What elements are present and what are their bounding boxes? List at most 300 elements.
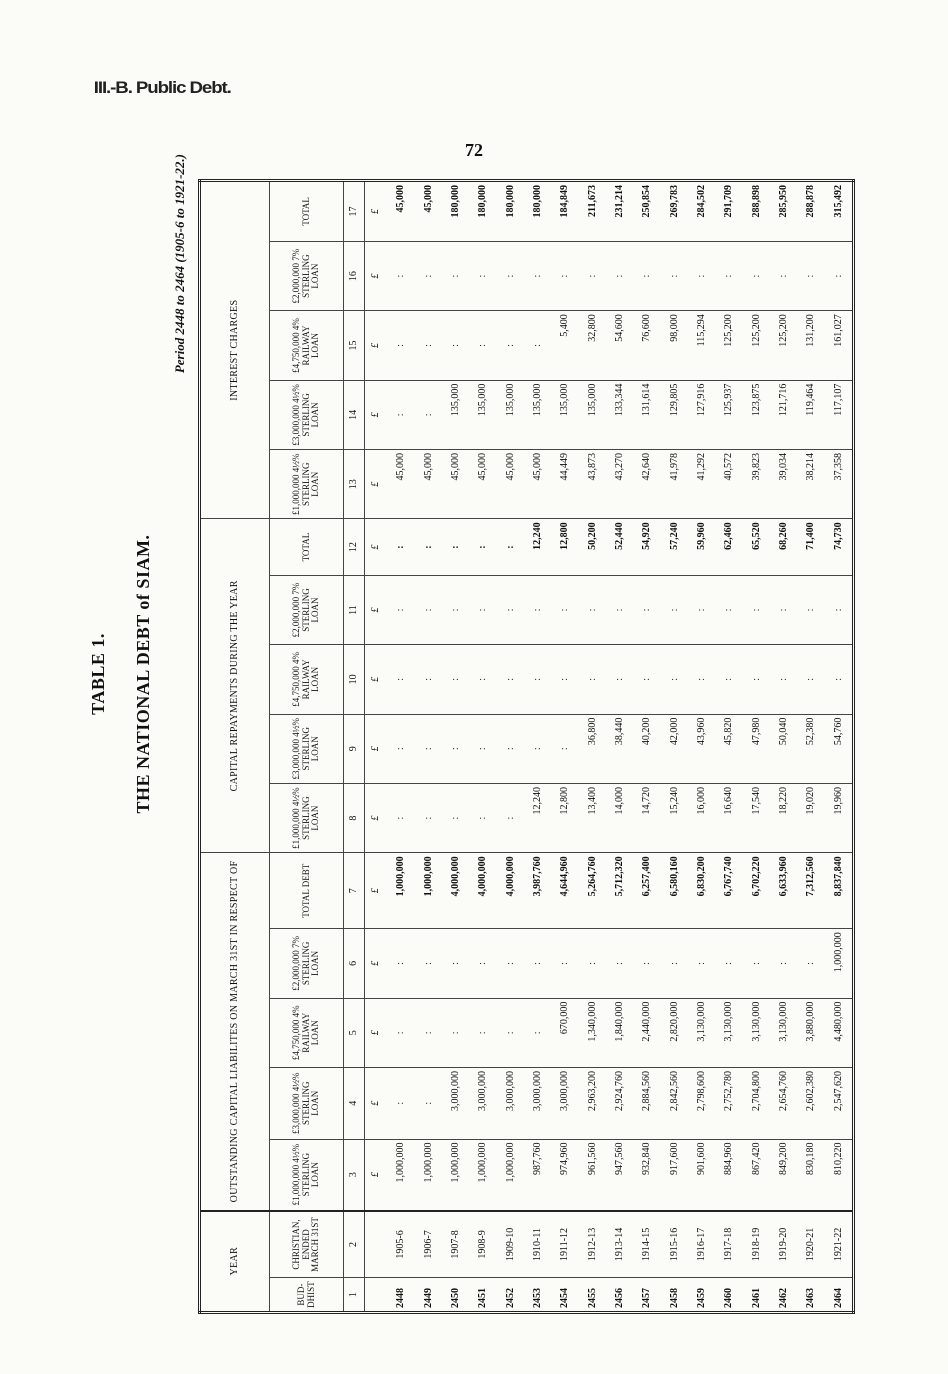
cell-3: 901,600 — [688, 1139, 715, 1211]
cell-17: 231,214 — [606, 181, 633, 242]
cell-15: : — [496, 311, 523, 380]
cell-11: : — [742, 575, 769, 644]
cell-2: 1911-12 — [551, 1211, 578, 1278]
table-header — [200, 181, 388, 1313]
cell-1: 2457 — [633, 1278, 660, 1313]
cell-12: 12,240 — [524, 519, 551, 575]
cell-11: : — [797, 575, 824, 644]
cell-3: 884,960 — [715, 1139, 742, 1211]
cell-15: 115,294 — [688, 311, 715, 380]
cell-6: : — [442, 929, 469, 998]
cell-12: 59,960 — [688, 519, 715, 575]
column-number-11: 11 — [344, 575, 365, 644]
cell-4: 3,000,000 — [551, 1067, 578, 1139]
column-number-3: 3 — [344, 1139, 365, 1211]
cell-15: 125,200 — [742, 311, 769, 380]
cell-3: 1,000,000 — [469, 1139, 496, 1211]
cell-7: 5,712,320 — [606, 853, 633, 929]
cell-17: 211,673 — [578, 181, 605, 242]
page-number: 72 — [465, 140, 483, 160]
cell-11: : — [633, 575, 660, 644]
cell-12: : — [387, 519, 414, 575]
table-row — [469, 181, 496, 1313]
cell-13: 43,270 — [606, 450, 633, 519]
cell-13: 45,000 — [496, 450, 523, 519]
cell-2: 1909-10 — [496, 1211, 523, 1278]
national-debt-table — [198, 179, 855, 1314]
cell-13: 40,572 — [715, 450, 742, 519]
cell-11: : — [578, 575, 605, 644]
cell-3: 830,180 — [797, 1139, 824, 1211]
cell-3: 1,000,000 — [496, 1139, 523, 1211]
cell-12: : — [469, 519, 496, 575]
cell-10: : — [578, 645, 605, 714]
cell-1: 2463 — [797, 1278, 824, 1313]
cell-9: 45,820 — [715, 714, 742, 783]
cell-15: 131,200 — [797, 311, 824, 380]
cell-6: : — [496, 929, 523, 998]
column-header-15: £4,750,000 4% RAILWAY LOAN — [270, 311, 344, 380]
cell-7: 8,837,840 — [825, 853, 854, 929]
cell-2: 1910-11 — [524, 1211, 551, 1278]
cell-3: 947,560 — [606, 1139, 633, 1211]
cell-1: 2454 — [551, 1278, 578, 1313]
table-row — [551, 181, 578, 1313]
cell-6: : — [770, 929, 797, 998]
cell-7: 6,767,740 — [715, 853, 742, 929]
cell-2: 1919-20 — [770, 1211, 797, 1278]
column-header-11: £2,000,000 7% STERLING LOAN — [270, 575, 344, 644]
cell-13: 45,000 — [442, 450, 469, 519]
cell-14: : — [387, 380, 414, 449]
cell-10: : — [715, 645, 742, 714]
cell-9: 50,040 — [770, 714, 797, 783]
cell-10: : — [524, 645, 551, 714]
cell-11: : — [551, 575, 578, 644]
currency-mark-3: £ — [365, 1139, 388, 1211]
cell-13: 37,358 — [825, 450, 854, 519]
cell-13: 45,000 — [469, 450, 496, 519]
cell-8: 18,220 — [770, 783, 797, 852]
cell-17: 285,950 — [770, 181, 797, 242]
cell-12: : — [496, 519, 523, 575]
cell-8: 16,640 — [715, 783, 742, 852]
cell-10: : — [742, 645, 769, 714]
group-outstanding: OUTSTANDING CAPITAL LIABILITES ON MARCH 31ST IN RESPECT OF — [200, 853, 270, 1211]
cell-9: : — [469, 714, 496, 783]
cell-10: : — [496, 645, 523, 714]
cell-17: 180,000 — [496, 181, 523, 242]
cell-7: 1,000,000 — [387, 853, 414, 929]
cell-1: 2459 — [688, 1278, 715, 1313]
cell-14: 135,000 — [496, 380, 523, 449]
cell-16: : — [797, 241, 824, 310]
cell-2: 1905-6 — [387, 1211, 414, 1278]
cell-6: : — [469, 929, 496, 998]
column-header-8: £1,000,000 4½% STERLING LOAN — [270, 783, 344, 852]
column-number-5: 5 — [344, 998, 365, 1067]
cell-15: 125,200 — [715, 311, 742, 380]
cell-4: 2,884,560 — [633, 1067, 660, 1139]
cell-8: 14,000 — [606, 783, 633, 852]
cell-7: 6,830,200 — [688, 853, 715, 929]
cell-6: : — [688, 929, 715, 998]
cell-15: 76,600 — [633, 311, 660, 380]
cell-17: 180,000 — [524, 181, 551, 242]
cell-7: 3,987,760 — [524, 853, 551, 929]
table-row — [742, 181, 769, 1313]
column-number-6: 6 — [344, 929, 365, 998]
cell-6: : — [797, 929, 824, 998]
cell-17: 291,709 — [715, 181, 742, 242]
column-header-17: TOTAL — [270, 181, 344, 242]
cell-12: 54,920 — [633, 519, 660, 575]
currency-mark-14: £ — [365, 380, 388, 449]
cell-9: 43,960 — [688, 714, 715, 783]
table-row — [660, 181, 687, 1313]
cell-17: 45,000 — [414, 181, 441, 242]
cell-17: 45,000 — [387, 181, 414, 242]
table-row — [715, 181, 742, 1313]
currency-mark-1 — [365, 1278, 388, 1313]
column-header-1: BUD-DHIST — [270, 1278, 344, 1313]
cell-15: 54,600 — [606, 311, 633, 380]
cell-11: : — [524, 575, 551, 644]
cell-13: 45,000 — [524, 450, 551, 519]
cell-9: : — [414, 714, 441, 783]
cell-7: 6,633,960 — [770, 853, 797, 929]
cell-2: 1908-9 — [469, 1211, 496, 1278]
cell-4: : — [414, 1067, 441, 1139]
currency-mark-7: £ — [365, 853, 388, 929]
cell-11: : — [387, 575, 414, 644]
cell-11: : — [688, 575, 715, 644]
cell-13: 44,449 — [551, 450, 578, 519]
cell-7: 5,264,760 — [578, 853, 605, 929]
table-row — [825, 181, 854, 1313]
cell-16: : — [469, 241, 496, 310]
cell-11: : — [442, 575, 469, 644]
cell-2: 1906-7 — [414, 1211, 441, 1278]
cell-2: 1920-21 — [797, 1211, 824, 1278]
cell-6: : — [715, 929, 742, 998]
cell-14: 131,614 — [633, 380, 660, 449]
cell-11: : — [606, 575, 633, 644]
currency-row — [365, 181, 388, 1313]
cell-2: 1914-15 — [633, 1211, 660, 1278]
cell-6: : — [742, 929, 769, 998]
cell-8: : — [387, 783, 414, 852]
cell-10: : — [606, 645, 633, 714]
cell-5: 3,880,000 — [797, 998, 824, 1067]
cell-12: 12,800 — [551, 519, 578, 575]
table-row — [688, 181, 715, 1313]
cell-5: 3,130,000 — [770, 998, 797, 1067]
cell-16: : — [742, 241, 769, 310]
cell-17: 180,000 — [442, 181, 469, 242]
cell-9: 38,440 — [606, 714, 633, 783]
cell-11: : — [770, 575, 797, 644]
cell-16: : — [606, 241, 633, 310]
cell-12: 74,730 — [825, 519, 854, 575]
cell-4: : — [387, 1067, 414, 1139]
column-number-13: 13 — [344, 450, 365, 519]
cell-12: : — [414, 519, 441, 575]
cell-11: : — [660, 575, 687, 644]
column-number-12: 12 — [344, 519, 365, 575]
cell-2: 1912-13 — [578, 1211, 605, 1278]
group-header-row — [200, 181, 270, 1313]
cell-16: : — [825, 241, 854, 310]
cell-8: 14,720 — [633, 783, 660, 852]
cell-17: 288,898 — [742, 181, 769, 242]
cell-13: 39,034 — [770, 450, 797, 519]
cell-10: : — [387, 645, 414, 714]
cell-9: 54,760 — [825, 714, 854, 783]
cell-8: 15,240 — [660, 783, 687, 852]
cell-14: 117,107 — [825, 380, 854, 449]
cell-6: 1,000,000 — [825, 929, 854, 998]
cell-3: 1,000,000 — [442, 1139, 469, 1211]
table-row — [797, 181, 824, 1313]
currency-mark-6: £ — [365, 929, 388, 998]
cell-15: : — [469, 311, 496, 380]
cell-7: 6,580,160 — [660, 853, 687, 929]
currency-mark-17: £ — [365, 181, 388, 242]
cell-14: 123,875 — [742, 380, 769, 449]
cell-16: : — [578, 241, 605, 310]
cell-10: : — [469, 645, 496, 714]
cell-4: 2,654,760 — [770, 1067, 797, 1139]
cell-1: 2460 — [715, 1278, 742, 1313]
cell-1: 2453 — [524, 1278, 551, 1313]
cell-7: 1,000,000 — [414, 853, 441, 929]
cell-8: 13,400 — [578, 783, 605, 852]
column-number-17: 17 — [344, 181, 365, 242]
currency-mark-8: £ — [365, 783, 388, 852]
cell-4: 2,752,780 — [715, 1067, 742, 1139]
cell-13: 38,214 — [797, 450, 824, 519]
cell-4: 2,547,620 — [825, 1067, 854, 1139]
cell-12: 68,260 — [770, 519, 797, 575]
cell-5: 3,130,000 — [715, 998, 742, 1067]
cell-10: : — [797, 645, 824, 714]
cell-10: : — [442, 645, 469, 714]
cell-5: : — [469, 998, 496, 1067]
cell-3: 932,840 — [633, 1139, 660, 1211]
cell-8: : — [442, 783, 469, 852]
column-header-3: £1,000,000 4½% STERLING LOAN — [270, 1139, 344, 1211]
cell-11: : — [414, 575, 441, 644]
cell-16: : — [496, 241, 523, 310]
cell-17: 284,502 — [688, 181, 715, 242]
cell-9: : — [387, 714, 414, 783]
table-body — [387, 181, 854, 1313]
cell-6: : — [578, 929, 605, 998]
column-number-10: 10 — [344, 645, 365, 714]
cell-13: 39,823 — [742, 450, 769, 519]
cell-15: : — [414, 311, 441, 380]
cell-13: 41,978 — [660, 450, 687, 519]
cell-4: 3,000,000 — [524, 1067, 551, 1139]
cell-8: 16,000 — [688, 783, 715, 852]
cell-3: 917,600 — [660, 1139, 687, 1211]
column-header-5: £4,750,000 4% RAILWAY LOAN — [270, 998, 344, 1067]
cell-14: 135,000 — [551, 380, 578, 449]
cell-16: : — [715, 241, 742, 310]
cell-9: : — [496, 714, 523, 783]
cell-4: 3,000,000 — [496, 1067, 523, 1139]
cell-1: 2464 — [825, 1278, 854, 1313]
currency-mark-2 — [365, 1211, 388, 1278]
cell-5: : — [387, 998, 414, 1067]
cell-14: 135,000 — [524, 380, 551, 449]
cell-4: 2,842,560 — [660, 1067, 687, 1139]
cell-1: 2461 — [742, 1278, 769, 1313]
table-row — [633, 181, 660, 1313]
cell-8: 19,960 — [825, 783, 854, 852]
cell-7: 6,257,400 — [633, 853, 660, 929]
cell-16: : — [442, 241, 469, 310]
cell-2: 1917-18 — [715, 1211, 742, 1278]
cell-11: : — [496, 575, 523, 644]
cell-1: 2458 — [660, 1278, 687, 1313]
cell-4: 2,798,600 — [688, 1067, 715, 1139]
cell-7: 6,702,220 — [742, 853, 769, 929]
column-number-14: 14 — [344, 380, 365, 449]
cell-1: 2449 — [414, 1278, 441, 1313]
cell-5: 4,480,000 — [825, 998, 854, 1067]
cell-2: 1907-8 — [442, 1211, 469, 1278]
column-number-8: 8 — [344, 783, 365, 852]
cell-14: : — [414, 380, 441, 449]
cell-5: 2,820,000 — [660, 998, 687, 1067]
cell-16: : — [387, 241, 414, 310]
column-number-4: 4 — [344, 1067, 365, 1139]
cell-10: : — [551, 645, 578, 714]
column-header-row — [270, 181, 344, 1313]
cell-9: 47,980 — [742, 714, 769, 783]
column-number-15: 15 — [344, 311, 365, 380]
cell-3: 974,960 — [551, 1139, 578, 1211]
cell-1: 2450 — [442, 1278, 469, 1313]
cell-15: 32,800 — [578, 311, 605, 380]
cell-16: : — [770, 241, 797, 310]
period-subtitle: Period 2448 to 2464 (1905-6 to 1921-22.) — [172, 154, 187, 374]
cell-15: : — [524, 311, 551, 380]
cell-17: 269,783 — [660, 181, 687, 242]
cell-13: 41,292 — [688, 450, 715, 519]
cell-13: 45,000 — [414, 450, 441, 519]
cell-4: 3,000,000 — [442, 1067, 469, 1139]
cell-1: 2448 — [387, 1278, 414, 1313]
currency-mark-15: £ — [365, 311, 388, 380]
currency-mark-5: £ — [365, 998, 388, 1067]
cell-8: : — [469, 783, 496, 852]
cell-6: : — [551, 929, 578, 998]
currency-mark-4: £ — [365, 1067, 388, 1139]
cell-2: 1921-22 — [825, 1211, 854, 1278]
cell-4: 2,704,800 — [742, 1067, 769, 1139]
table-row — [414, 181, 441, 1313]
table-row — [578, 181, 605, 1313]
cell-10: : — [825, 645, 854, 714]
cell-7: 7,312,560 — [797, 853, 824, 929]
cell-16: : — [688, 241, 715, 310]
column-header-7: TOTAL DEBT — [270, 853, 344, 929]
cell-17: 288,878 — [797, 181, 824, 242]
group-year: YEAR — [200, 1211, 270, 1313]
cell-6: : — [633, 929, 660, 998]
currency-mark-9: £ — [365, 714, 388, 783]
cell-14: 129,805 — [660, 380, 687, 449]
cell-10: : — [688, 645, 715, 714]
group-interest-charges: INTEREST CHARGES — [200, 181, 270, 519]
column-number-row — [344, 181, 365, 1313]
cell-6: : — [414, 929, 441, 998]
cell-3: 849,200 — [770, 1139, 797, 1211]
cell-11: : — [825, 575, 854, 644]
column-number-2: 2 — [344, 1211, 365, 1278]
document-title: THE NATIONAL DEBT of SIAM. — [133, 534, 153, 814]
cell-5: 670,000 — [551, 998, 578, 1067]
cell-14: 119,464 — [797, 380, 824, 449]
column-header-4: £3,000,000 4½% STERLING LOAN — [270, 1067, 344, 1139]
cell-6: : — [606, 929, 633, 998]
cell-3: 810,220 — [825, 1139, 854, 1211]
column-header-12: TOTAL — [270, 519, 344, 575]
cell-12: 71,400 — [797, 519, 824, 575]
column-number-1: 1 — [344, 1278, 365, 1313]
column-header-9: £3,000,000 4½% STERLING LOAN — [270, 714, 344, 783]
cell-8: 17,540 — [742, 783, 769, 852]
group-capital-repayments: CAPITAL REPAYMENTS DURING THE YEAR — [200, 519, 270, 853]
cell-16: : — [633, 241, 660, 310]
cell-12: : — [442, 519, 469, 575]
cell-8: : — [414, 783, 441, 852]
cell-13: 42,640 — [633, 450, 660, 519]
cell-10: : — [770, 645, 797, 714]
cell-17: 184,849 — [551, 181, 578, 242]
cell-14: 121,716 — [770, 380, 797, 449]
cell-7: 4,644,960 — [551, 853, 578, 929]
cell-6: : — [524, 929, 551, 998]
cell-1: 2456 — [606, 1278, 633, 1313]
column-number-7: 7 — [344, 853, 365, 929]
cell-14: 125,937 — [715, 380, 742, 449]
currency-mark-16: £ — [365, 241, 388, 310]
cell-3: 987,760 — [524, 1139, 551, 1211]
cell-5: 1,340,000 — [578, 998, 605, 1067]
cell-4: 3,000,000 — [469, 1067, 496, 1139]
currency-mark-13: £ — [365, 450, 388, 519]
table-label: TABLE 1. — [88, 633, 108, 715]
cell-6: : — [660, 929, 687, 998]
cell-9: 40,200 — [633, 714, 660, 783]
cell-3: 961,560 — [578, 1139, 605, 1211]
cell-16: : — [551, 241, 578, 310]
currency-mark-11: £ — [365, 575, 388, 644]
cell-6: : — [387, 929, 414, 998]
cell-2: 1918-19 — [742, 1211, 769, 1278]
column-number-16: 16 — [344, 241, 365, 310]
cell-16: : — [660, 241, 687, 310]
cell-17: 250,854 — [633, 181, 660, 242]
header-stamp: III.-B. Public Debt. — [93, 78, 231, 97]
cell-2: 1915-16 — [660, 1211, 687, 1278]
cell-16: : — [414, 241, 441, 310]
cell-13: 45,000 — [387, 450, 414, 519]
